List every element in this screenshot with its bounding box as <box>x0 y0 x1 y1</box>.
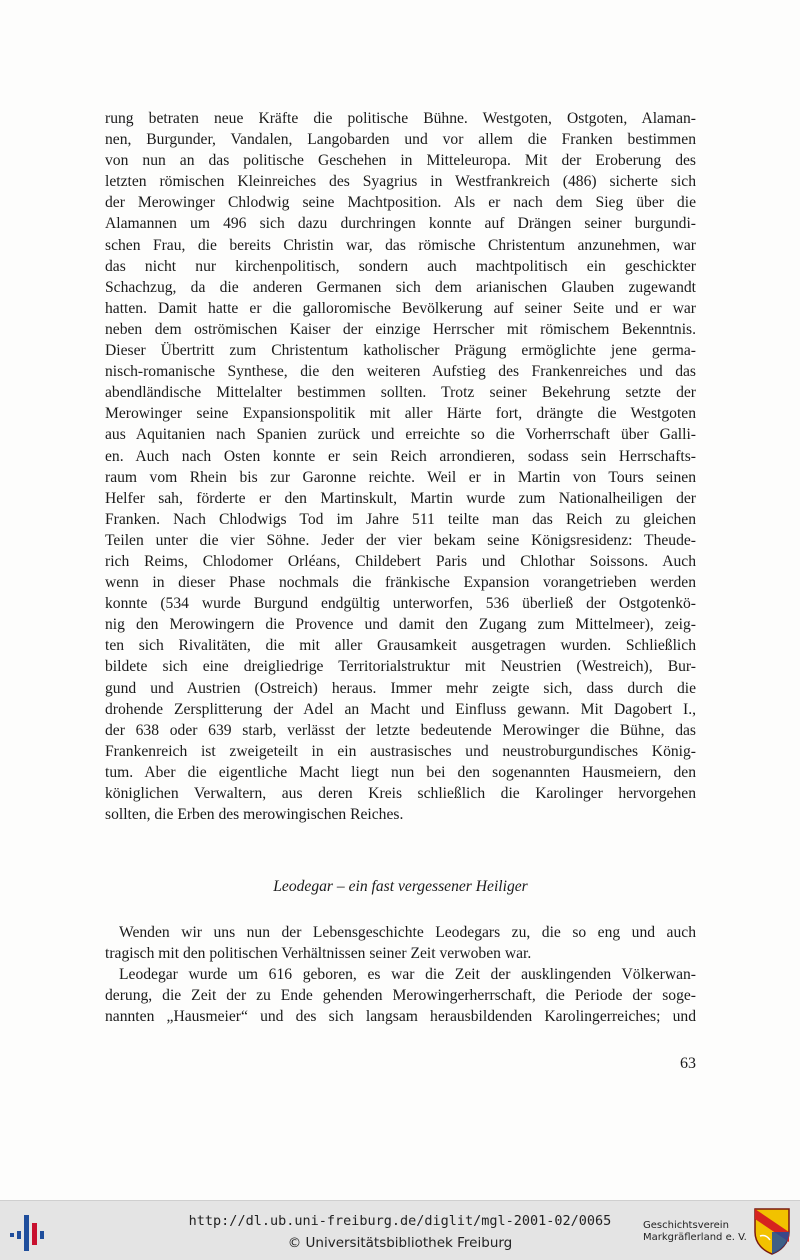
text-line: Leodegar wurde um 616 geboren, es war die Zeit der ausklingenden Völkerwan- <box>119 966 696 984</box>
footer-society <box>643 1220 751 1244</box>
text-line: Franken. Nach Chlodwigs Tod im Jahre 511 teilte man das Reich zu gleichen <box>105 510 696 528</box>
text-line: das nicht nur kirchenpolitisch, sondern auch machtpolitisch ein geschickter <box>105 257 696 275</box>
text-line: der Merowinger Chlodwig seine Machtposition. Als er nach dem Sieg über die <box>105 194 696 212</box>
text-line: en. Auch nach Osten konnte er sein Reich arrondieren, sodass sein Herrschafts- <box>105 447 696 465</box>
text-line: nen, Burgunder, Vandalen, Langobarden und vor allem die Franken bestimmen <box>105 131 696 149</box>
text-line: Wenden wir uns nun der Lebensgeschichte Leodegars zu, die so eng und auch <box>119 924 696 941</box>
text-line: Dieser Übertritt zum Christentum katholischer Prägung ermöglichte jene germa- <box>105 342 696 360</box>
text-line: rung betraten neue Kräfte die politische Bühne. Westgoten, Ostgoten, Alaman- <box>105 110 696 127</box>
text-line: Frankenreich ist zweigeteilt in ein austrasisches und neustroburgundisches König- <box>105 742 696 760</box>
text-line: Helfer sah, förderte er den Martinskult, Martin wurde zum Nationalheiligen der <box>105 489 696 507</box>
section-heading: Leodegar – ein fast vergessener Heiliger <box>273 878 528 895</box>
text-line: Merowinger seine Expansionspolitik mit aller Härte fort, drängte die Westgoten <box>105 405 696 423</box>
text-line: rich Reims, Chlodomer Orléans, Childebert Paris und Chlothar Soissons. Auch <box>105 552 696 570</box>
text-line: abendländische Mittelalter bestimmen sollten. Trotz seiner Bekehrung setzte der <box>105 384 696 402</box>
text-line: Schachzug, da die anderen Germanen sich dem arianischen Glauben zugewandt <box>105 278 696 296</box>
body-paragraph-2 <box>105 922 696 1027</box>
society-name-line-1: Geschichtsverein <box>643 1220 729 1231</box>
text-line: ten sich Rivalitäten, die mit aller Grausamkeit ausgetragen wurden. Schließlich <box>105 637 696 655</box>
text-line: nig den Merowingern die Provence und damit den Zugang zum Mittelmeer), zeig- <box>105 616 696 634</box>
text-line: drohende Zersplitterung der Adel an Macht und Einfluss gewann. Mit Dagobert I., <box>105 700 696 718</box>
body-paragraph-1 <box>105 108 696 825</box>
text-line: konnte (534 wurde Burgund endgültig unterworfen, 536 überließ der Ostgotenkö- <box>105 595 696 613</box>
society-name-line-2: Markgräflerland e. V. <box>643 1232 747 1243</box>
text-line: nannten „Hausmeier“ und des sich langsam herausbildenden Karolingerreiches; und <box>105 1008 696 1026</box>
coat-of-arms-icon <box>752 1206 792 1256</box>
footer-copyright: © Universitätsbibliothek Freiburg <box>287 1235 513 1251</box>
footer-bar <box>0 1200 800 1260</box>
text-line: wenn in dieser Phase nochmals die fränkische Expansion vorangetrieben werden <box>105 574 696 592</box>
ub-freiburg-logo-icon[interactable] <box>8 1211 50 1253</box>
text-line: neben dem oströmischen Kaiser der einzige Herrscher mit römischem Bekenntnis. <box>105 320 696 338</box>
text-line: Teilen unter die vier Söhne. Jeder der vier bekam seine Königsresidenz: Theude- <box>105 531 696 549</box>
text-line: schen Frau, die bereits Christin war, das römische Christentum anzunehmen, war <box>105 236 696 254</box>
text-line: von nun an das politische Geschehen in Mitteleuropa. Mit der Eroberung des <box>105 152 696 170</box>
text-line: letzten römischen Kleinreiches des Syagrius in Westfrankreich (486) sicherte sich <box>105 173 696 191</box>
text-line: derung, die Zeit der zu Ende gehenden Merowingerherrschaft, die Periode der soge- <box>105 987 696 1005</box>
text-line: hatten. Damit hatte er die galloromische Bevölkerung auf seiner Seite und er war <box>105 299 696 317</box>
text-line: gund und Austrien (Ostreich) heraus. Immer mehr zeigte sich, dass durch die <box>105 679 696 697</box>
text-line: der 638 oder 639 starb, verlässt der letzte bedeutende Merowinger die Bühne, das <box>105 721 696 739</box>
text-line: sollten, die Erben des merowingischen Reiches. <box>105 806 404 824</box>
text-line: tum. Aber die eigentliche Macht liegt nun bei den sogenannten Hausmeiern, den <box>105 763 696 781</box>
footer-url-link[interactable]: http://dl.ub.uni-freiburg.de/diglit/mgl-2001-02/0065 <box>188 1213 612 1229</box>
text-line: königlichen Verwaltern, aus deren Kreis schließlich die Karolinger hervorgehen <box>105 785 696 802</box>
text-line: tragisch mit den politischen Verhältnissen seiner Zeit verwoben war. <box>105 945 532 963</box>
text-line: aus Aquitanien nach Spanien zurück und erreichte so die Vorherrschaft über Galli- <box>105 426 696 444</box>
page-number: 63 <box>680 1055 696 1072</box>
text-line: raum vom Rhein bis zur Garonne reichte. Weil er in Martin von Tours seinen <box>105 468 696 486</box>
text-line: nisch-romanische Synthese, die den weiteren Aufstieg des Frankenreiches und das <box>105 363 696 381</box>
text-line: Alamannen um 496 sich dazu durchringen konnte auf Drängen seiner burgundi- <box>105 215 696 233</box>
text-line: bildete sich eine dreigliedrige Territorialstruktur mit Neustrien (Westreich), Bur- <box>105 658 696 676</box>
